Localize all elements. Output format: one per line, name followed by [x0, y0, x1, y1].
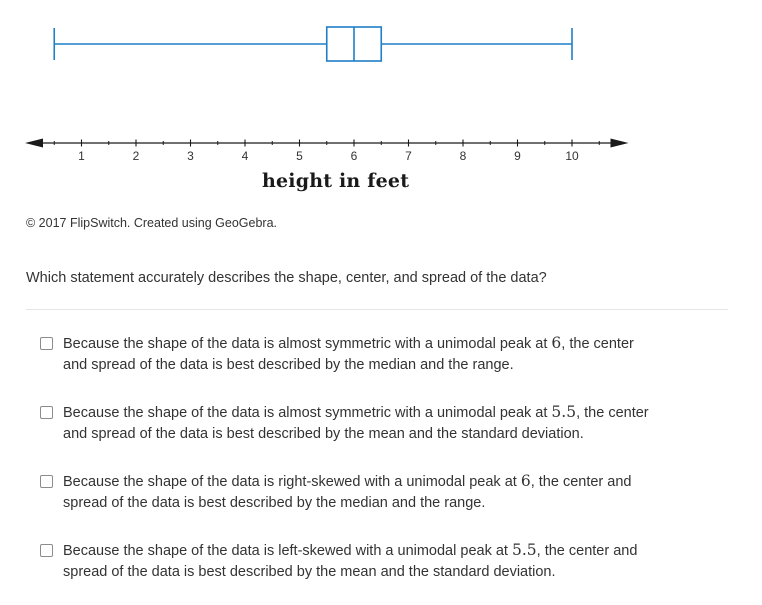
answer-option-1[interactable]: [40, 333, 650, 376]
option-2-peak-value: 5.5: [551, 403, 577, 421]
tick-label: 1: [78, 149, 85, 163]
answer-option-3[interactable]: [40, 471, 650, 514]
option-3-text: Because the shape of the data is right-skewed with a unimodal peak at 6, the center and spread of the data is best described by the median and the range.: [63, 472, 632, 511]
option-4-peak-value: 5.5: [511, 541, 537, 559]
option-1-peak-value: 6: [551, 334, 562, 352]
credit-text: © 2017 FlipSwitch. Created using GeoGebra.: [26, 216, 278, 230]
tick-label: 6: [350, 149, 358, 163]
tick-label: 3: [187, 149, 194, 163]
axis-right-arrow: [611, 139, 629, 148]
tick-label: 9: [514, 149, 521, 163]
tick-label: 4: [241, 149, 249, 163]
tick-label: 2: [132, 149, 140, 163]
option-2-checkbox[interactable]: [40, 406, 53, 419]
option-4-text: Because the shape of the data is left-skewed with a unimodal peak at 5.5, the center and spread of the data is best described by the mean and the standard deviation.: [63, 541, 638, 580]
box-plot: [54, 27, 572, 61]
option-1-text: Because the shape of the data is almost symmetric with a unimodal peak at 6, the center and spread of the data is best described by the median and the range.: [63, 334, 634, 373]
axis-left-arrow: [25, 139, 43, 148]
option-3-checkbox[interactable]: [40, 475, 53, 488]
tick-label: 5: [296, 149, 303, 163]
tick-label: 8: [459, 149, 467, 163]
answer-option-2[interactable]: [40, 402, 650, 445]
divider: [26, 309, 728, 310]
number-line-axis: [25, 139, 629, 164]
option-4-checkbox[interactable]: [40, 544, 53, 557]
option-3-peak-value: 6: [520, 472, 531, 490]
option-2-text: Because the shape of the data is almost symmetric with a unimodal peak at 5.5, the center and spread of the data is best described by the mean and the standard deviation.: [63, 403, 649, 442]
axis-title: height in feet: [262, 170, 410, 192]
option-1-checkbox[interactable]: [40, 337, 53, 350]
tick-label: 10: [565, 149, 579, 163]
answer-option-4[interactable]: [40, 540, 650, 583]
tick-label: 7: [405, 149, 412, 163]
question-text: Which statement accurately describes the shape, center, and spread of the data?: [26, 270, 547, 286]
